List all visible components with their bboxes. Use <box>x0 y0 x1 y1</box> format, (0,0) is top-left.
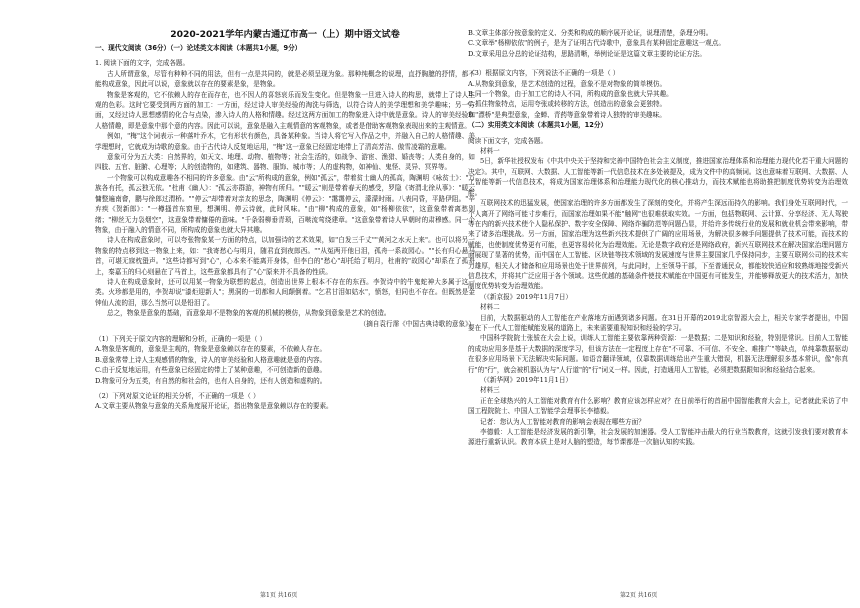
option-b[interactable]: B.意象常带上诗人主观感情的物象，诗人的审美经验和人格意趣就是意的内容。 <box>95 355 327 364</box>
passage-paragraph: 一个物象可以构成意趣各不相同的许多意象。由"云"所构成的意象，例如"孤云"，带着贫士幽人的孤高，陶渊明《咏贫士》："万族各有托，孤云独无依。"杜甫《幽人》："孤云亦群游，神物有所归。""暖云"则是带着春天的感受，罗隐《寄渭北徐从事》："暖云慵整遍南畲，鹏与徐郎过渭桥。""停云"却带着对亲友的思念，陶渊明《停云》："霭霭停云，濛濛时雨。八表同昏，平路伊阻。"辛弃疾《贺新郎》："一樽搔首东窗里，想渊明、停云诗就，此时风味。"由"柳"构成的意象，如"杨柳依依"，这意象带着离愁别绪；"柳丝无力袅烟空"，这意象带着慵倦的意味。"千条弱柳垂青琐，百啭流莺绕建章。"这意象带着诗人早朝时的肃穆感。同一个物象，由于融入的情意不同，所构成的意象也就大异其趣。 <box>95 173 475 234</box>
option-d[interactable]: D."漂桥"是典型意象，金蝉、青药等意象带着诗人独特的审美趣味。 <box>468 110 666 119</box>
material-1-source: （《新京报》2019年11月7日） <box>480 292 573 301</box>
material-3-text: 记者：您认为人工智能对教育的影响会表现在哪些方面？ <box>480 417 645 426</box>
question-2-intro: 阅读下面文字，完成各题。 <box>468 136 548 145</box>
passage-paragraph: 诗人在构成意象时，还可以用某一物象为联想的起点，创造出世界上根本不存在的东西。李贺诗中的牛鬼蛇神大多属于这一类。火珍都是用的，李贺却说"漆炬迎新人"；黑洞的一切都和人间颠倒着。"乞君甘泪如姑水"，愤怒，但同也不存在。但既然是金钟仙人流的泪，那么当然可以是铅泪了。 <box>95 277 475 307</box>
passage-source: （摘自袁行霈《中国古典诗歌的意象》） <box>359 319 475 328</box>
option-b[interactable]: B.文章主体部分按意象的定义、分类和构成的顺序展开论证，说理清楚，条理分明。 <box>468 29 713 37</box>
page-number-right: 第2页 共16页 <box>620 592 658 599</box>
question-1-3: （3）根据原文内容，下列说法不正确的一项是（ ） <box>468 69 620 78</box>
passage-paragraph: 物象是客观的，它不依赖人的存在而存在，也不因人的喜怒哀乐而发生变化。但是物象一旦进入诗人的构思，就带上了诗人主观的色彩。这时它要受到两方面的加工：一方面，经过诗人审美经验的淘洗与筛选，以符合诗人的美学理想和美学趣味；另一方面，又经过诗人思想感情的化合与点染，渗入诗人的人格和情趣。经过这两方面加工的物象进入诗中就是意象。诗人的审美经验和人格情趣，即是意象中那个意的内容。因此可以说，意象是融入主观情意的客观物象，或者是借助客观物象表现出来的主观情意。 <box>95 90 475 130</box>
material-2-source: （《新华网》2019年11月1日） <box>480 376 573 384</box>
option-b[interactable]: B.同一个物象，由于加工它的诗人不同，所构成的意象也就大异其趣。 <box>468 90 673 99</box>
material-3-text: 李德毅：人工智能是经济发展的新引擎，社会发展的加速器。受人工智能冲击最大的行业当数教育，这就引发我们要对教育本源进行重新认识。教育本质上是对人脑的塑造，每节课都是一次脑认知的实践。 <box>468 428 848 447</box>
page-number-left: 第1页 共16页 <box>260 592 298 599</box>
option-c[interactable]: C.文章举"杨柳依依"的例子，是为了证明古代诗歌中，意象具有某种固定意趣这一观点。 <box>468 39 725 48</box>
material-2-label: 材料二 <box>480 303 500 312</box>
option-d[interactable]: D.物象可分为五类，有自然的和社会的，也有人自身的，还有人创造和虚构的。 <box>95 376 327 385</box>
passage-paragraph: 意象可分为五大类：自然界的，如天文、地理、动物、植物等；社会生活的，如战争、游宦、渔猎、婚丧等；人类自身的，如四肢、五官、脏腑、心理等；人的创造物的，如建筑、器物、服饰、城市等；人的虚构物，如神仙、鬼怪、灵异、冥界等。 <box>95 153 475 172</box>
material-3-label: 材料三 <box>480 386 500 395</box>
passage-paragraph: 古人所谓意象，尽管有种种不同的用法，但有一点是共同的，就是必须呈现为象。那种纯概念的说理，直抒胸臆的抒情，都不能构成意象，因此可以说，意象就以存在的要素是象，是物象。 <box>95 69 475 89</box>
material-1-label: 材料一 <box>480 147 500 156</box>
left-column <box>95 26 475 412</box>
option-c[interactable]: C.由于反复地运用，有些意象已经固定的带上了某种意趣，不可创造新的意趣。 <box>95 366 327 375</box>
question-1-1: （1）下列关于原文内容的理解和分析，正确的一项是（ ） <box>95 334 267 343</box>
material-1-text: 5日，新华社授权发布《中共中央关于坚持和完善中国特色社会主义制度，推进国家治理体系和治理能力现代化若干重大问题的决定》。其中，互联网、大数据、人工智能等新一代信息技术在多处被提及，成为文件中的高频词。这也意味着互联网、大数据、人工智能等新一代信息技术，将成为国家治理体系和治理能力现代化的核心推动力，而技术赋能也将助推把制度优势转变为治理效能。 <box>468 157 848 197</box>
material-1-text: 互联网技术的迅猛发展，使国家治理的许多方面都发生了深刻的变化，并将产生深远而持久的影响。我们身处互联网时代，一个人离开了网络可能寸步难行，而国家治理如果不能"触网"也很难获取实效。一方面，包括物联网、云计算、分享经济、无人驾驶等在内的新兴技术使个人隐私保护、数字安全保障、网络诈骗防范等问题凸显，并给许多传统行业的发展和就业机会带来影响，带来了诸多治理挑战。另一方面，国家治理为这些新兴技术提供了广阔的应用场景，为解决很多棘手问题提供了技术可能，而技术的赋能，也使制度优势更有可能，也更容易转化为治理效能。无论是数字政府还是网络政府，新兴互联网技术在解决国家治理问题方面展现了显著的优势，而中国在人工智能、区块链等技术领域的发展速度与世界主要国家几乎保持同步，主要互联网公司的技术实力雄厚，相关人才储备和应用场景也处于世界前列，与此同时，上至领导干部，下至普通民众，都能较快适应和较熟练地接受新兴信息技术，并将其广泛应用于各个领域。这些优越的基础条件使技术赋能在中国更有可能发生，并能够释放更大的技术活力，加快制度优势转变为治理效能。 <box>468 199 848 291</box>
question-1-intro: 1. 阅读下面的文字，完成各题。 <box>95 59 190 68</box>
section-heading-practical: （二）实用类文本阅读（本题共1小题，12分） <box>468 121 608 130</box>
material-2-text: 中国科学院院士张钹在大会上说，训练人工智能主要依靠两种资源：一是数据；二是知识和经验，特别是常识。目前人工智能的成功应用多是基于大数据的深度学习，但该方法在一定程度上存在"不可靠、不可信、不安全、难推广"等缺点，单纯靠数据驱动在很多应用场景下无法解决实际问题。如语音翻译领域，仅靠数据训练给出产生重大错误，机器无法理解很多基本常识，像"你真行"的"行"，就会被机器认为与"人行道"的"行"词义一样。因此，打造通用人工智能，必须把数据跟知识和经验结合起来。 <box>468 334 848 374</box>
right-column <box>468 28 848 448</box>
material-3-text: 正在全球热兴的人工智能对教育有什么影响？教育应该怎样应对？在日前举行的首届中国智能教育大会上，记者就此采访了中国工程院院士、中国人工智能学会理事长李德毅。 <box>468 396 848 416</box>
material-2-text: 目前，大数据驱动的人工智能在产业落地方面遇到诸多问题。在31日开幕的2019北京智源大会上，相关专家学者提出，中国要在下一代人工智能赋能发展的道路上，未来需要重视知识和经验的学习。 <box>468 313 848 332</box>
option-a[interactable]: A.物象是客观的，意象是主观的，物象是意象赖以存在的要素，不依赖人存在。 <box>95 345 327 354</box>
option-a[interactable]: A.文章主要从物象与意象的关系角度展开论证，指出物象是意象赖以存在的要素。 <box>95 402 333 411</box>
option-a[interactable]: A.从物象到意象，是艺术创造的过程，意象不是对物象的简单模仿。 <box>468 79 667 88</box>
section-heading-reading: 一、现代文阅读（36分）（一）论述类文本阅读（本题共1小题，9分） <box>95 44 302 52</box>
question-1-2: （2）下列对原文论证的相关分析，不正确的一项是（ ） <box>95 392 260 400</box>
passage-paragraph: 例如，"梅"这个词表示一种落叶乔木，它有形状有颜色，具备某种象。当诗人将它写入作品之中，并融入自己的人格情趣、美学理想时，它就成为诗歌的意象。由于古代诗人反复地运用，"梅"这一意象已经固定地带上了清高芳洁、傲雪凌霜的意趣。 <box>95 132 475 151</box>
option-d[interactable]: D.文章采用总分总的论证结构，思路清晰，举例论证是这篇文章主要的论证方法。 <box>468 49 706 58</box>
passage-paragraph: 总之，物象是意象的基础，而意象却不是物象的客观的机械的模仿，从物象到意象是艺术的创造。 <box>107 309 391 318</box>
exam-title: 2020-2021学年内蒙古通辽市高一（上）期中语文试卷 <box>170 29 400 40</box>
option-c[interactable]: C.抓住物象特点，运用夸张或转移的方法，创造出的意象会更独特。 <box>468 100 667 109</box>
passage-paragraph: 诗人在构成意象时，可以夸张物象某一方面的特点，以加强诗的艺术效果，如"白发三千丈""黄河之水天上来"。也可以将另一物象的特点移到这一物象上来，如："我寄愁心与明月，随君直到夜郎西。""从冤两开他日泪，孤舟一系故园心。""长有归心悬马首，可堪无寐枕蛩声。"这些诗都写到"心"，心本来不能离开身体，但李白的"愁心"却托给了明月，杜甫的"故园心"却系在了孤舟上，秦嘉玉的归心则悬在了马首上，这些意象都具有了"心"原来并不具备的性质。 <box>95 236 475 276</box>
